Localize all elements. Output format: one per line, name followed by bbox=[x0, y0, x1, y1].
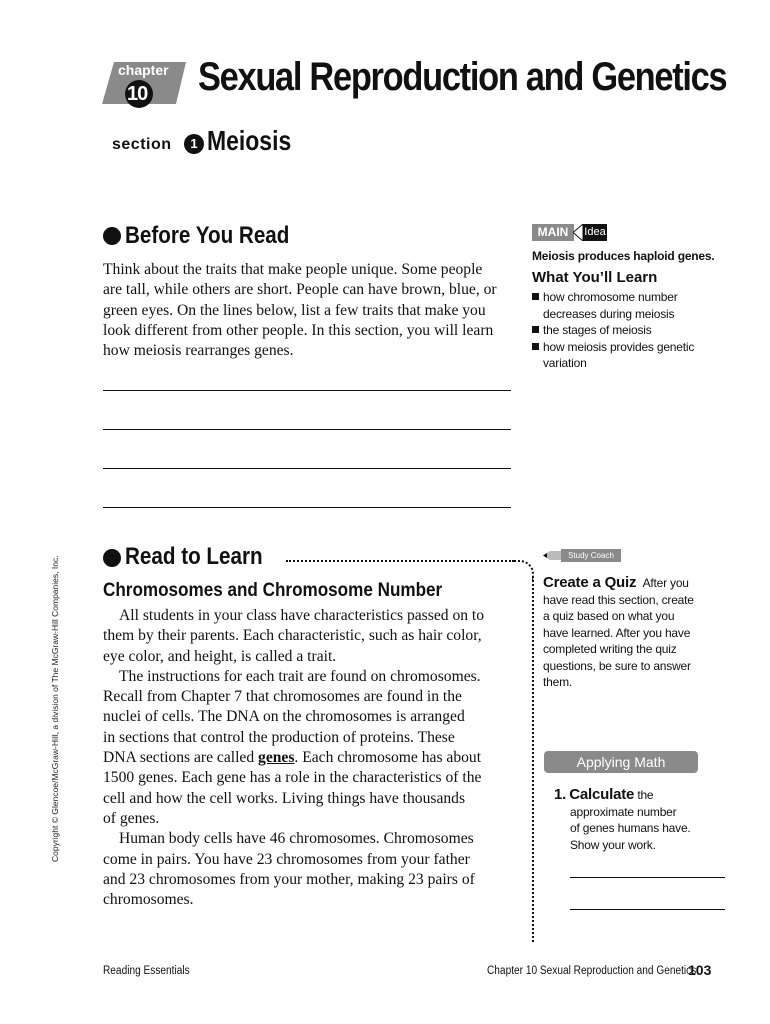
text-line: come in pairs. You have 23 chromosomes from your father bbox=[103, 850, 470, 868]
square-bullet-icon bbox=[532, 326, 539, 333]
square-bullet-icon bbox=[532, 293, 539, 300]
text-line: how meiosis rearranges genes. bbox=[103, 342, 294, 360]
section-label: section bbox=[112, 136, 172, 153]
chapter-label: chapter bbox=[118, 62, 169, 78]
pencil-icon bbox=[543, 550, 561, 561]
chapter-badge bbox=[100, 60, 188, 108]
list-item: how chromosome number bbox=[532, 289, 732, 306]
applying-math-question: 1. Calculate the approximate number of genes humans have. Show your work. bbox=[554, 786, 691, 852]
learn-list bbox=[532, 289, 732, 372]
read-to-learn-bullet-icon bbox=[103, 549, 121, 572]
text-line: The instructions for each trait are found on chromosomes. bbox=[119, 667, 481, 685]
create-quiz-title: Create a Quiz bbox=[543, 574, 637, 591]
text-line: chromosomes. bbox=[103, 891, 194, 909]
list-item: the stages of meiosis bbox=[532, 322, 732, 339]
text-line: eye color, and height, is called a trait. bbox=[103, 647, 337, 665]
text-line: green eyes. On the lines below, list a few traits that make you bbox=[103, 301, 486, 319]
text-line: Think about the traits that make people unique. Some people bbox=[103, 261, 483, 278]
key-term-genes: genes bbox=[258, 749, 295, 767]
section-title: Meiosis bbox=[207, 125, 292, 156]
dotted-divider-corner bbox=[514, 560, 534, 580]
study-coach-label: Study Coach bbox=[561, 549, 621, 562]
text-line: All students in your class have characteristics passed on to bbox=[119, 607, 485, 624]
answer-line[interactable] bbox=[103, 390, 511, 391]
calculate-title: Calculate bbox=[569, 786, 635, 803]
text-line: DNA sections are called genes. Each chromosome has about bbox=[103, 749, 482, 767]
text-line: Recall from Chapter 7 that chromosomes are found in the bbox=[103, 688, 462, 706]
main-idea-statement: Meiosis produces haploid genes. bbox=[532, 249, 715, 263]
page-title: Sexual Reproduction and Genetics bbox=[198, 55, 727, 99]
answer-line[interactable] bbox=[103, 429, 511, 430]
chevron-left-icon bbox=[573, 224, 583, 241]
text-line: Human body cells have 46 chromosomes. Chromosomes bbox=[119, 830, 474, 848]
text-line: cell and how the cell works. Living things have thousands bbox=[103, 789, 466, 807]
list-item: how meiosis provides genetic bbox=[532, 339, 732, 356]
footer-left: Reading Essentials bbox=[103, 965, 190, 977]
text-line: look different from other people. In this section, you will learn bbox=[103, 321, 494, 339]
text-line: and 23 chromosomes from your mother, making 23 pairs of bbox=[103, 870, 475, 888]
text-line: are tall, while others are short. People can have brown, blue, or bbox=[103, 281, 497, 299]
chapter-number: 10 bbox=[127, 83, 148, 105]
text-line: of genes. bbox=[103, 809, 160, 827]
chromosome-subheading: Chromosomes and Chromosome Number bbox=[103, 580, 443, 601]
footer-chapter: Chapter 10 Sexual Reproduction and Genetics bbox=[487, 965, 697, 977]
text-line: 1500 genes. Each gene has a role in the characteristics of the bbox=[103, 769, 482, 787]
read-to-learn-text bbox=[103, 606, 533, 910]
main-badge-text: MAIN bbox=[532, 224, 574, 241]
section-number: 1 bbox=[184, 134, 204, 154]
list-item-continued: decreases during meiosis bbox=[543, 306, 675, 321]
list-item-continued: variation bbox=[543, 356, 587, 370]
idea-badge-text: Idea bbox=[583, 224, 607, 241]
question-number: 1. bbox=[554, 786, 567, 803]
applying-math-label: Applying Math bbox=[544, 751, 698, 773]
math-answer-line[interactable] bbox=[570, 877, 725, 878]
text-line: nuclei of cells. The DNA on the chromosomes is arranged bbox=[103, 708, 465, 726]
before-you-read-text bbox=[103, 260, 523, 361]
read-to-learn-heading: Read to Learn bbox=[125, 543, 263, 570]
dotted-divider bbox=[286, 560, 514, 562]
answer-line[interactable] bbox=[103, 468, 511, 469]
square-bullet-icon bbox=[532, 343, 539, 350]
text-line: in sections that control the production of proteins. These bbox=[103, 728, 455, 746]
text-line: them by their parents. Each characteristic, such as hair color, bbox=[103, 627, 482, 645]
page-number: 103 bbox=[688, 962, 712, 978]
before-you-read-heading: Before You Read bbox=[125, 222, 290, 249]
copyright-notice: Copyright © Glencoe/McGraw-Hill, a division of The McGraw-Hill Companies, Inc. bbox=[50, 555, 60, 862]
before-you-read-bullet-icon bbox=[103, 227, 121, 250]
answer-line[interactable] bbox=[103, 507, 511, 508]
what-youll-learn-heading: What You’ll Learn bbox=[532, 269, 658, 286]
math-answer-line[interactable] bbox=[570, 909, 725, 910]
study-coach-text: Create a Quiz After you have read this section, create a quiz based on what you have learned. After you have completed writing the quiz questions, be sure to answer them. bbox=[543, 574, 694, 689]
